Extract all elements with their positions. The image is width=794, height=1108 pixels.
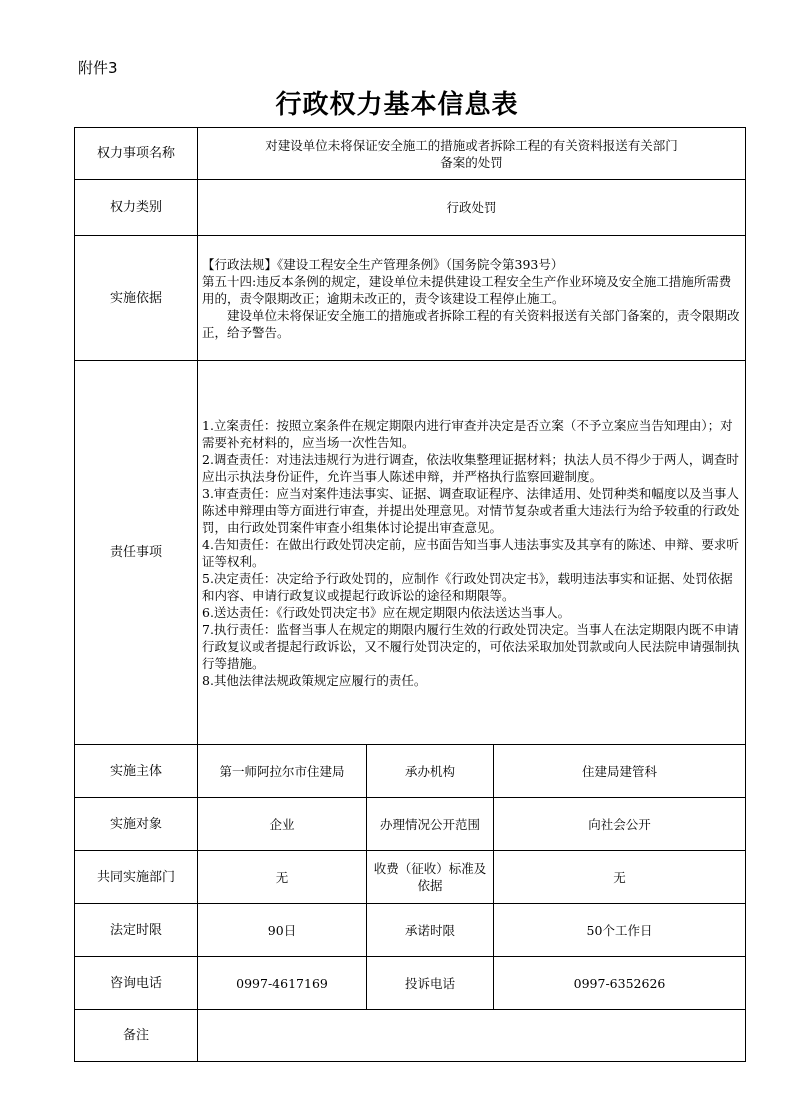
- row-phone: [75, 957, 746, 1010]
- joint-department-value: 无: [198, 851, 367, 904]
- undertaking-agency-value: 住建局建管科: [494, 745, 746, 798]
- promised-time-limit-label: 承诺时限: [367, 904, 494, 957]
- power-name-value: [198, 128, 746, 180]
- row-implementer: [75, 745, 746, 798]
- responsibility-item: 2.调查责任：对违法违规行为进行调查，依法收集整理证据材料；执法人员不得少于两人，调查时应出示执法身份证件，允许当事人陈述申辩，并严格执行监察回避制度。: [202, 451, 739, 484]
- row-basis: [75, 236, 746, 361]
- power-name-line1: 对建设单位未将保证安全施工的措施或者拆除工程的有关资料报送有关部门: [265, 137, 678, 153]
- promised-time-limit-value: 50个工作日: [494, 904, 746, 957]
- joint-department-label: 共同实施部门: [75, 851, 198, 904]
- row-joint-department: [75, 851, 746, 904]
- info-table: [74, 127, 746, 1062]
- target-value: 企业: [198, 798, 367, 851]
- power-name-line2: 备案的处罚: [440, 154, 503, 170]
- row-remarks: [75, 1010, 746, 1062]
- responsibility-item: 6.送达责任：《行政处罚决定书》应在规定期限内依法送达当事人。: [202, 604, 571, 620]
- row-power-name: [75, 128, 746, 180]
- disclosure-scope-label: 办理情况公开范围: [367, 798, 494, 851]
- implementer-label: 实施主体: [75, 745, 198, 798]
- responsibility-item: 3.审查责任：应当对案件违法事实、证据、调查取证程序、法律适用、处罚种类和幅度以及当事人陈述申辩理由等方面进行审查，并提出处理意见。对情节复杂或者重大违法行为给予较重的行政处罚，由行政处罚案件审查小组集体讨论提出审查意见。: [202, 485, 740, 535]
- power-type-value: 行政处罚: [198, 180, 746, 236]
- undertaking-agency-label: 承办机构: [367, 745, 494, 798]
- basis-penalty: 建设单位未将保证安全施工的措施或者拆除工程的有关资料报送有关部门备案的，责令限期改正，给予警告。: [202, 307, 740, 340]
- disclosure-scope-value: 向社会公开: [494, 798, 746, 851]
- responsibility-value: [198, 361, 746, 745]
- basis-regulation: 【行政法规】《建设工程安全生产管理条例》（国务院令第393号）: [202, 256, 564, 272]
- consult-phone-label: 咨询电话: [75, 957, 198, 1010]
- fee-standard-value: 无: [494, 851, 746, 904]
- basis-label: 实施依据: [75, 236, 198, 361]
- responsibility-item: 5.决定责任：决定给予行政处罚的，应制作《行政处罚决定书》，载明违法事实和证据、处罚依据和内容、申请行政复议或提起行政诉讼的途径和期限等。: [202, 570, 733, 603]
- row-responsibility: [75, 361, 746, 745]
- row-target: [75, 798, 746, 851]
- row-power-type: [75, 180, 746, 236]
- complaint-phone-value: 0997-6352626: [494, 957, 746, 1010]
- remarks-label: 备注: [75, 1010, 198, 1062]
- responsibility-item: 1.立案责任：按照立案条件在规定期限内进行审查并决定是否立案（不予立案应当告知理由）；对需要补充材料的，应当场一次性告知。: [202, 417, 733, 450]
- responsibility-item: 8.其他法律法规政策规定应履行的责任。: [202, 672, 427, 688]
- fee-standard-label: 收费（征收）标准及依据: [367, 851, 494, 904]
- consult-phone-value: 0997-4617169: [198, 957, 367, 1010]
- row-time-limit: [75, 904, 746, 957]
- responsibility-label: 责任事项: [75, 361, 198, 745]
- power-type-label: 权力类别: [75, 180, 198, 236]
- attachment-label: 附件3: [78, 59, 118, 77]
- remarks-value: [198, 1010, 746, 1062]
- implementer-value: 第一师阿拉尔市住建局: [198, 745, 367, 798]
- target-label: 实施对象: [75, 798, 198, 851]
- complaint-phone-label: 投诉电话: [367, 957, 494, 1010]
- power-name-label: 权力事项名称: [75, 128, 198, 180]
- basis-article: 第五十四:违反本条例的规定，建设单位未提供建设工程安全生产作业环境及安全施工措施所需费用的，责令限期改正；逾期未改正的，责令该建设工程停止施工。: [202, 273, 732, 306]
- page-title: 行政权力基本信息表: [275, 90, 519, 120]
- basis-value: [198, 236, 746, 361]
- legal-time-limit-value: 90日: [198, 904, 367, 957]
- responsibility-item: 4.告知责任：在做出行政处罚决定前，应书面告知当事人违法事实及其享有的陈述、申辩、要求听证等权利。: [202, 536, 739, 569]
- responsibility-item: 7.执行责任：监督当事人在规定的期限内履行生效的行政处罚决定。当事人在法定期限内既不申请行政复议或者提起行政诉讼，又不履行处罚决定的，可依法采取加处罚款或向人民法院申请强制执行等措施。: [202, 621, 740, 671]
- legal-time-limit-label: 法定时限: [75, 904, 198, 957]
